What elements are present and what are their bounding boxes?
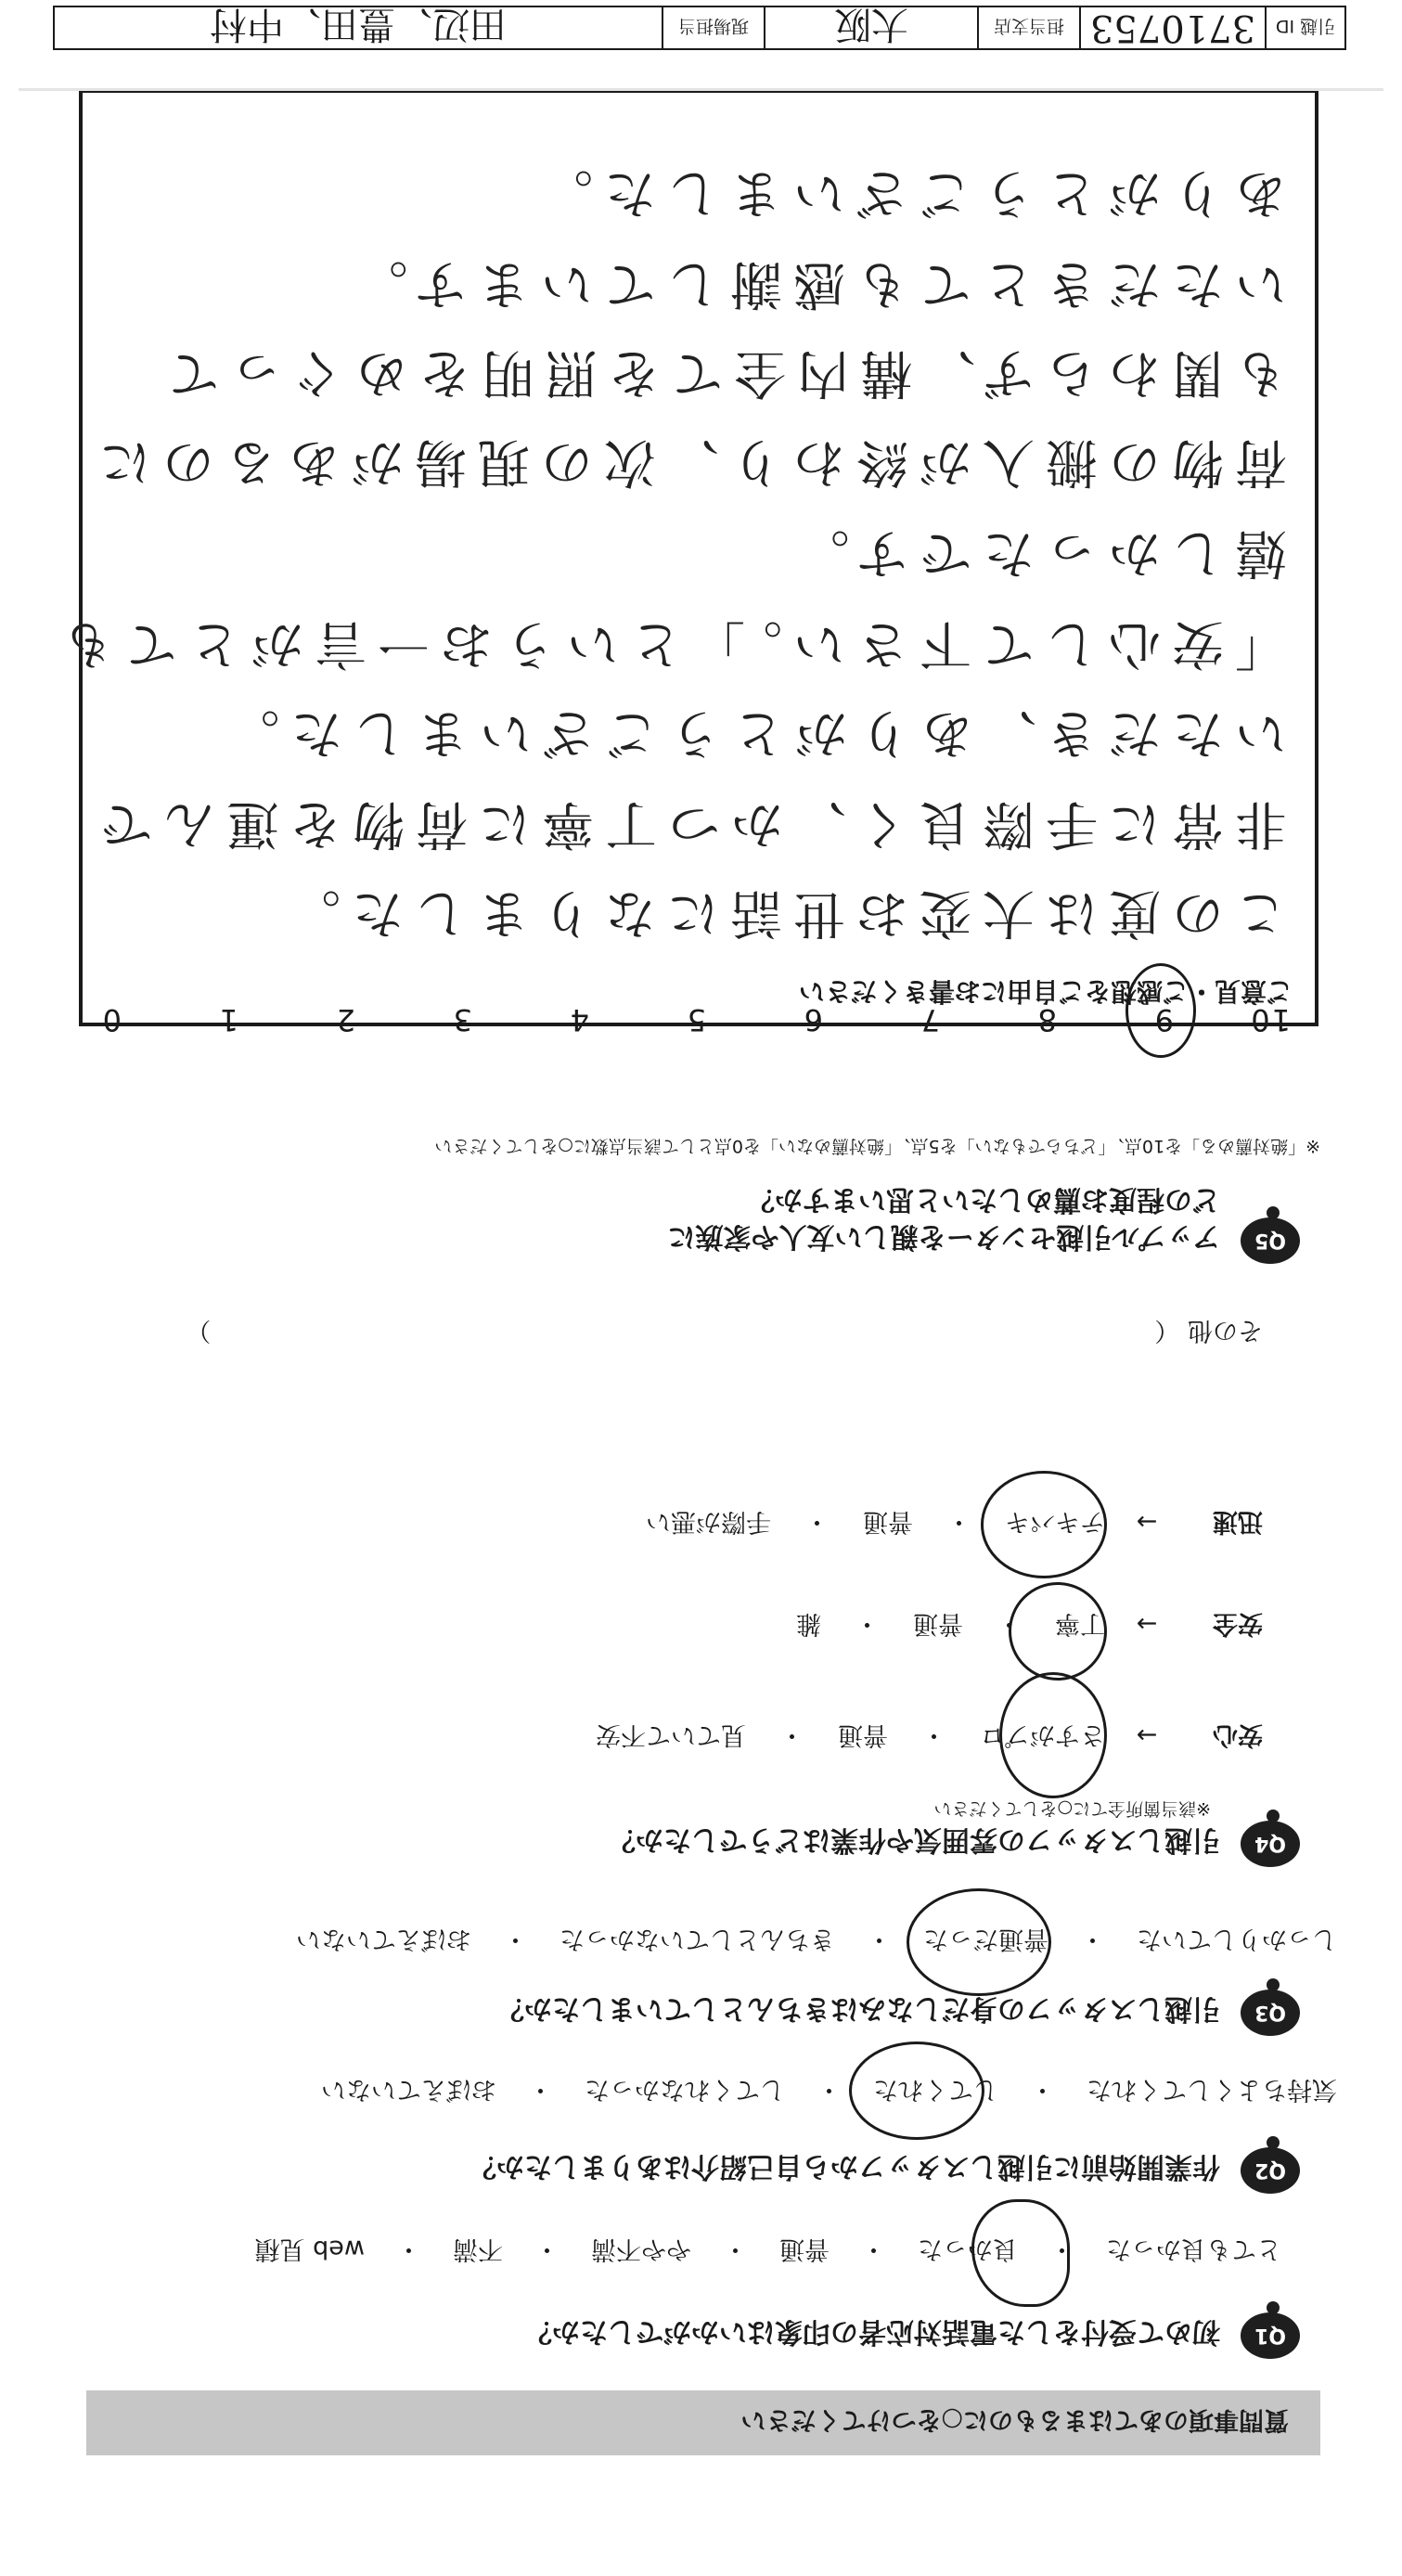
comment-line: いただき、ありがとうございました。	[216, 702, 1287, 763]
q3-selection-circle	[907, 1888, 1051, 1996]
q3-badge: Q3	[1241, 1990, 1300, 2036]
q3-options: しっかりしていた・普通だった・きちんとしていなかった・おぼえていない	[296, 1925, 1337, 1953]
q4-option[interactable]: 見ていて不安	[596, 1720, 746, 1749]
branch-value: 大阪	[764, 7, 977, 48]
q4-other	[186, 1315, 1263, 1351]
q2-option[interactable]: してくれた	[873, 2075, 998, 2104]
q5-text-line2: どの程度お薦めしたいと思いますか？	[747, 1183, 1220, 1216]
q4-jinsoku-circle	[981, 1471, 1107, 1578]
q2-badge: Q2	[1241, 2147, 1300, 2194]
q4-row-label: 安心	[1213, 1720, 1263, 1749]
q4-option[interactable]: 普通	[913, 1609, 963, 1638]
q5-scale-value[interactable]: 10	[1249, 1002, 1291, 1037]
q2-text: 作業開始前に引越しスタッフから自己紹介はありましたか？	[469, 2150, 1220, 2183]
branch-label: 担当支店	[977, 7, 1079, 48]
comment-line: 「安心して下さい。」というお一言がとても	[51, 613, 1287, 674]
q3-option[interactable]: しっかりしていた	[1137, 1925, 1337, 1953]
comment-box	[51, 89, 1318, 1026]
q5-scale-value[interactable]: 2	[334, 1002, 355, 1037]
q4-anzen-circle	[1009, 1582, 1107, 1681]
q5-scale-value[interactable]: 4	[568, 1002, 589, 1037]
comment-line: 荷物の搬入が終わり、次の現場があるのに	[88, 431, 1287, 492]
q4-row-label: 迅速	[1213, 1507, 1263, 1536]
q5-scale-value[interactable]: 5	[685, 1002, 706, 1037]
q1-text: 初めて受付をした電話対応者の印象はいかがでしたか？	[524, 2315, 1220, 2348]
q4-anshin-circle	[999, 1672, 1107, 1798]
q4-option[interactable]: テキパキ	[1005, 1507, 1105, 1536]
comment-line: ありがとうございました。	[530, 162, 1287, 223]
staff-label: 現場担当	[662, 7, 764, 48]
q5-scale-value[interactable]: 6	[802, 1002, 823, 1037]
q4-note: ※該当箇所全てに○をしてください	[933, 1798, 1211, 1819]
comment-line: いただきとても感謝しています。	[344, 253, 1287, 314]
instruction-banner	[86, 2390, 1320, 2455]
comment-title: ご意見・ご感想をご自由にお書きください	[798, 976, 1293, 1007]
id-value: 3710753	[1079, 7, 1265, 48]
q5-badge: Q5	[1241, 1217, 1300, 1264]
q4-text: 引越しスタッフの雰囲気や作業はどうでしたか？	[608, 1823, 1220, 1856]
q4-option[interactable]: 手際が悪い	[646, 1507, 771, 1536]
q2-selection-circle	[849, 2041, 984, 2140]
q5-scale-value[interactable]: 9	[1152, 1002, 1174, 1037]
q4-other-paren-close: ）	[186, 1316, 212, 1345]
q1-option[interactable]: やや不満	[591, 2235, 691, 2263]
q1-option[interactable]: 不満	[453, 2235, 503, 2263]
comment-line: も関わらず、構内全てを照明をめぐって	[156, 342, 1287, 403]
q3-option[interactable]: きちんとしていなかった	[560, 1925, 835, 1953]
q4-option[interactable]: 普通	[863, 1507, 913, 1536]
q3-text: 引越しスタッフの身だしなみはきちんとしていましたか？	[496, 1992, 1220, 2025]
q5-scale-value[interactable]: 8	[1035, 1002, 1057, 1037]
comment-line: 非常に手際良く、かつ丁寧に荷物を運んで	[89, 793, 1287, 854]
q1-option[interactable]: web 見積	[254, 2235, 365, 2263]
q4-badge: Q4	[1241, 1821, 1300, 1867]
q4-option[interactable]: 丁寧	[1055, 1609, 1105, 1638]
q5-scale-value[interactable]: 0	[100, 1002, 122, 1037]
q3-option[interactable]: 普通だった	[923, 1925, 1048, 1953]
q4-row-label: 安全	[1213, 1609, 1263, 1638]
q1-options: とても良かった・良かった・普通・やや不満・不満・web 見積	[254, 2235, 1281, 2263]
q4-other-paren-open: （	[1154, 1316, 1180, 1345]
q1-selection-circle	[971, 2199, 1070, 2307]
q2-options: 気持ちよくしてくれた・してくれた・してくれなかった・おぼえていない	[321, 2075, 1337, 2104]
comment-line: 嬉しかったです。	[786, 522, 1287, 583]
instruction-text: 質問事項のあてはまるものに○をつけてください	[740, 2405, 1289, 2435]
q4-option[interactable]: さすがプロ	[980, 1720, 1105, 1749]
q2-option[interactable]: してくれなかった	[585, 2075, 785, 2104]
q5-text-line1: アップル引越センターを親しい友人や家族に	[667, 1220, 1220, 1253]
staff-value: 田辺、豊田、中村	[210, 3, 507, 46]
q2-option[interactable]: おぼえていない	[321, 2075, 496, 2104]
q1-option[interactable]: 良かった	[918, 2235, 1018, 2263]
comment-line: この度は大変お世話になりました。	[277, 882, 1287, 943]
id-table	[53, 3, 1346, 50]
q5-scale-value[interactable]: 1	[217, 1002, 238, 1037]
q4-other-label: その他	[1188, 1316, 1263, 1345]
q4-row-anshin: 安心→さすがプロ・普通・見ていて不安	[596, 1719, 1263, 1756]
q1-option[interactable]: 普通	[779, 2235, 830, 2263]
q4-option[interactable]: 雑	[796, 1609, 821, 1638]
q1-option[interactable]: とても良かった	[1106, 2235, 1281, 2263]
q3-option[interactable]: おぼえていない	[296, 1925, 471, 1953]
q1-badge: Q1	[1241, 2312, 1300, 2359]
q4-row-jinsoku: 迅速→テキパキ・普通・手際が悪い	[646, 1506, 1263, 1542]
q4-option[interactable]: 普通	[838, 1720, 888, 1749]
q5-note: ※「絶対薦める」を10点、「どちらでもない」を5点、「絶対薦めない」を0点として該当点数に○をしてください	[434, 1136, 1320, 1156]
scan-edge	[19, 88, 1383, 91]
q4-row-anzen: 安全→丁寧・普通・雑	[796, 1608, 1263, 1644]
id-label: 引越 ID	[1265, 7, 1344, 48]
q5-scale-value[interactable]: 3	[451, 1002, 472, 1037]
q2-option[interactable]: 気持ちよくしてくれた	[1087, 2075, 1337, 2104]
q5-scale-value[interactable]: 7	[919, 1002, 940, 1037]
